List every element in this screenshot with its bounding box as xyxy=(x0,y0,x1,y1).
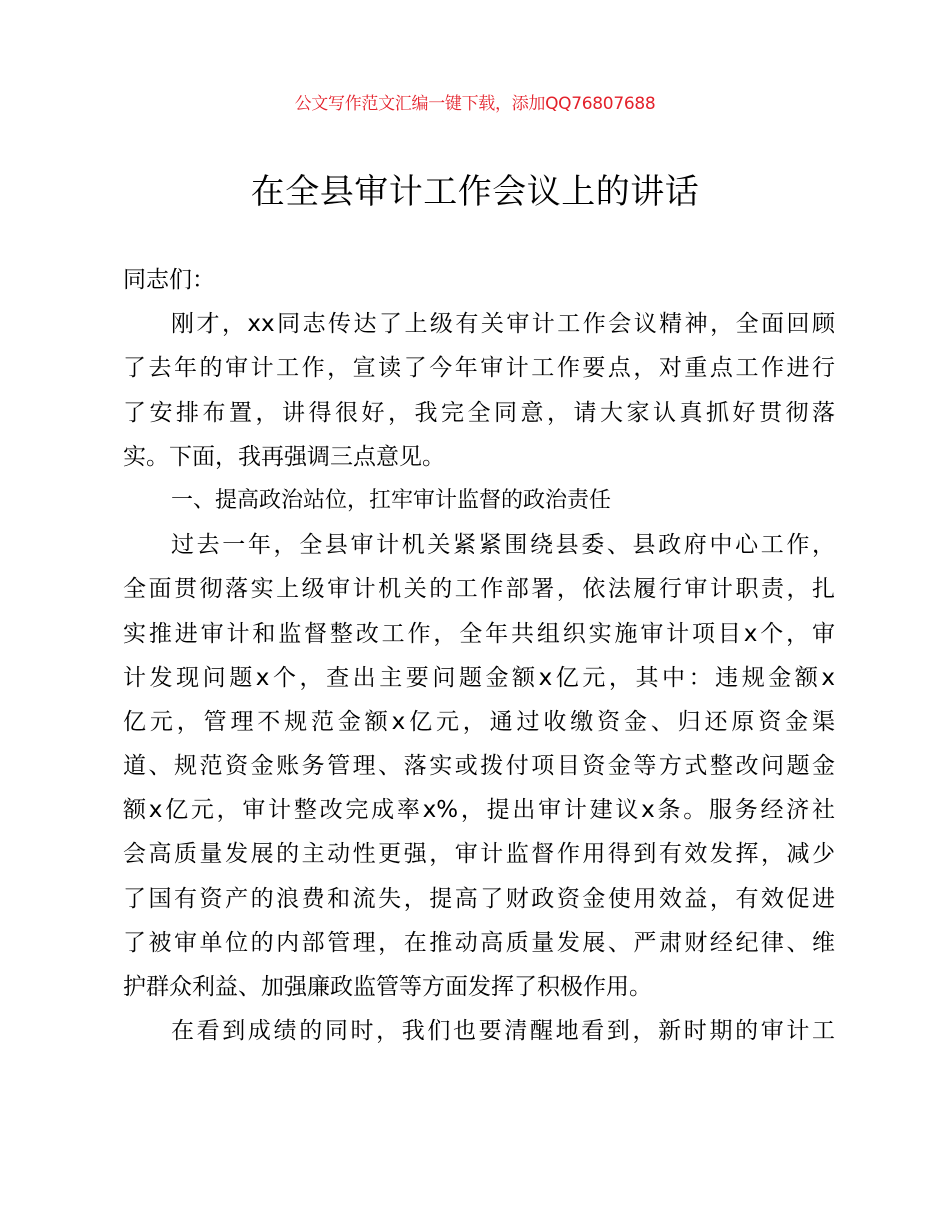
paragraph xyxy=(123,523,835,1009)
text-line: 道、规范资金账务管理、落实或拨付项目资金等方式整改问题金 xyxy=(123,753,835,780)
promo-banner: 公文写作范文汇编一键下载，添加QQ76807688 xyxy=(294,94,656,114)
text-line: 亿元，管理不规范金额x亿元，通过收缴资金、归还原资金渠 xyxy=(123,708,835,735)
section-heading xyxy=(123,479,835,523)
text-line: 了国有资产的浪费和流失，提高了财政资金使用效益，有效促进 xyxy=(123,885,835,912)
paragraph xyxy=(123,1009,835,1053)
text-line: 了去年的审计工作，宣读了今年审计工作要点，对重点工作进行 xyxy=(123,355,835,382)
document-body xyxy=(123,258,835,1053)
text-line: 计发现问题x个，查出主要问题金额x亿元，其中：违规金额x xyxy=(123,664,835,691)
text-line: 刚才，xx同志传达了上级有关审计工作会议精神，全面回顾 xyxy=(171,311,835,338)
text-line: 全面贯彻落实上级审计机关的工作部署，依法履行审计职责，扎 xyxy=(123,576,835,603)
text-line: 实推进审计和监督整改工作，全年共组织实施审计项目x个，审 xyxy=(123,620,835,647)
text-line: 了安排布置，讲得很好，我完全同意，请大家认真抓好贯彻落 xyxy=(123,399,835,426)
text-line: 了被审单位的内部管理，在推动高质量发展、严肃财经纪律、维 xyxy=(123,929,835,956)
text-line: 过去一年，全县审计机关紧紧围绕县委、县政府中心工作， xyxy=(171,532,835,559)
text-line: 实。下面，我再强调三点意见。 xyxy=(123,443,445,470)
salutation xyxy=(123,258,835,302)
text-line: 一、提高政治站位，扛牢审计监督的政治责任 xyxy=(171,487,612,513)
text-line: 同志们： xyxy=(123,267,215,293)
text-line: 会高质量发展的主动性更强，审计监督作用得到有效发挥，减少 xyxy=(123,841,835,868)
text-line: 额x亿元，审计整改完成率x%，提出审计建议x条。服务经济社 xyxy=(123,797,835,824)
paragraph xyxy=(123,302,835,479)
text-line: 在看到成绩的同时，我们也要清醒地看到，新时期的审计工 xyxy=(171,1018,835,1045)
text-line: 护群众利益、加强廉政监管等方面发挥了积极作用。 xyxy=(123,974,652,1000)
document-title: 在全县审计工作会议上的讲话 xyxy=(250,172,700,212)
